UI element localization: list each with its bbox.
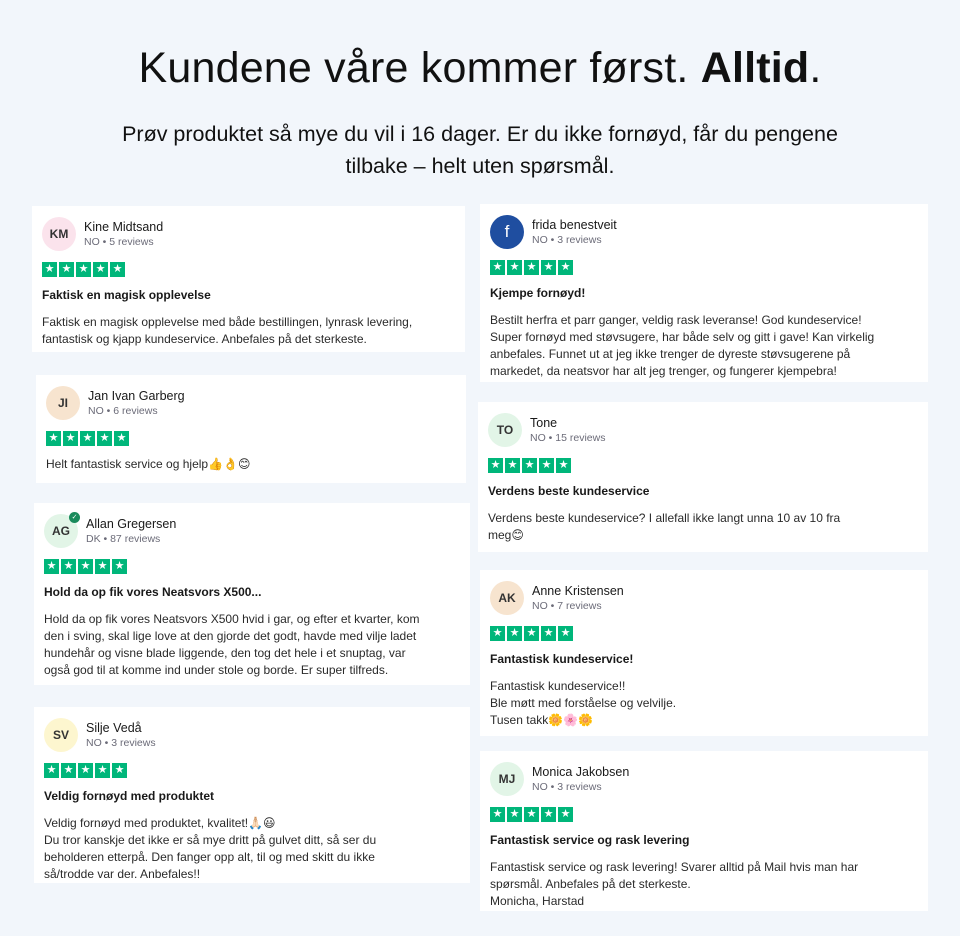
star-icon: ★ bbox=[112, 763, 127, 778]
star-rating bbox=[488, 458, 916, 473]
star-rating bbox=[44, 559, 458, 574]
avatar-initials: AG bbox=[52, 524, 70, 538]
reviewer-meta: NO • 15 reviews bbox=[530, 431, 606, 444]
review-card bbox=[36, 375, 466, 483]
reviewer-info bbox=[86, 720, 156, 751]
reviewer-name[interactable]: frida benestveit bbox=[532, 217, 617, 232]
star-rating bbox=[490, 260, 916, 275]
star-icon: ★ bbox=[95, 763, 110, 778]
avatar[interactable] bbox=[46, 386, 80, 420]
reviewer-name[interactable]: Anne Kristensen bbox=[532, 583, 624, 598]
review-title: Fantastisk kundeservice! bbox=[490, 652, 634, 666]
page-headline bbox=[0, 44, 960, 93]
star-rating bbox=[42, 262, 453, 277]
star-icon: ★ bbox=[59, 262, 74, 277]
star-icon: ★ bbox=[42, 262, 57, 277]
star-icon: ★ bbox=[556, 458, 571, 473]
review-header bbox=[488, 412, 916, 448]
star-rating bbox=[490, 626, 916, 641]
star-icon: ★ bbox=[44, 763, 59, 778]
star-icon: ★ bbox=[490, 260, 505, 275]
star-icon: ★ bbox=[507, 626, 522, 641]
review-body: Verdens beste kundeservice? I allefall ikke langt unna 10 av 10 fra meg😊 bbox=[488, 511, 841, 542]
verified-check-icon: ✓ bbox=[69, 512, 80, 523]
star-icon: ★ bbox=[524, 807, 539, 822]
review-card bbox=[34, 707, 470, 883]
avatar[interactable] bbox=[490, 581, 524, 615]
review-card bbox=[480, 570, 928, 736]
reviewer-meta: NO • 3 reviews bbox=[532, 233, 602, 246]
avatar-initials: TO bbox=[496, 423, 514, 437]
avatar[interactable] bbox=[490, 762, 524, 796]
star-icon: ★ bbox=[558, 807, 573, 822]
review-header bbox=[44, 717, 458, 753]
review-title: Verdens beste kundeservice bbox=[488, 484, 650, 498]
reviewer-info bbox=[84, 219, 163, 250]
review-header bbox=[490, 580, 916, 616]
review-title: Faktisk en magisk opplevelse bbox=[42, 288, 211, 302]
star-icon: ★ bbox=[490, 626, 505, 641]
reviewer-info bbox=[532, 583, 624, 614]
star-icon: ★ bbox=[558, 626, 573, 641]
star-icon: ★ bbox=[76, 262, 91, 277]
reviewer-name[interactable]: Kine Midtsand bbox=[84, 219, 164, 234]
star-icon: ★ bbox=[541, 626, 556, 641]
star-icon: ★ bbox=[507, 807, 522, 822]
review-card bbox=[34, 503, 470, 685]
review-body: Veldig fornøyd med produktet, kvalitet!🙏🏻😃 Du tror kanskje det ikke er så mye dritt på gulvet ditt, så ser du beholderen etterpå. Den fanger opp alt, til og med skitt du ikke så/trodde var der. Anbefales!! bbox=[44, 816, 377, 881]
avatar[interactable] bbox=[42, 217, 76, 251]
reviewer-meta: NO • 3 reviews bbox=[86, 736, 156, 749]
avatar[interactable] bbox=[490, 215, 524, 249]
reviewer-meta: DK • 87 reviews bbox=[86, 532, 161, 545]
review-body: Fantastisk kundeservice!! Ble møtt med forståelse og velvilje. Tusen takk🌼🌸🌼 bbox=[490, 679, 677, 727]
reviewer-name[interactable]: Silje Vedå bbox=[86, 720, 142, 735]
avatar[interactable] bbox=[44, 514, 78, 548]
reviewer-info bbox=[86, 516, 176, 547]
star-icon: ★ bbox=[114, 431, 129, 446]
star-icon: ★ bbox=[110, 262, 125, 277]
review-title: Kjempe fornøyd! bbox=[490, 286, 586, 300]
review-header bbox=[46, 385, 454, 421]
star-icon: ★ bbox=[522, 458, 537, 473]
avatar[interactable] bbox=[488, 413, 522, 447]
review-card bbox=[478, 402, 928, 552]
star-icon: ★ bbox=[78, 559, 93, 574]
review-header bbox=[44, 513, 458, 549]
star-icon: ★ bbox=[61, 763, 76, 778]
star-icon: ★ bbox=[46, 431, 61, 446]
avatar-initials: AK bbox=[498, 591, 516, 605]
star-icon: ★ bbox=[93, 262, 108, 277]
review-title: Fantastisk service og rask levering bbox=[490, 833, 690, 847]
star-icon: ★ bbox=[95, 559, 110, 574]
review-header bbox=[490, 761, 916, 797]
avatar-initials: MJ bbox=[498, 772, 516, 786]
review-card bbox=[480, 751, 928, 911]
star-icon: ★ bbox=[97, 431, 112, 446]
reviewer-meta: NO • 3 reviews bbox=[532, 780, 602, 793]
star-icon: ★ bbox=[539, 458, 554, 473]
reviewer-info bbox=[88, 388, 185, 419]
review-header bbox=[42, 216, 453, 252]
star-icon: ★ bbox=[488, 458, 503, 473]
star-rating bbox=[44, 763, 458, 778]
star-icon: ★ bbox=[490, 807, 505, 822]
headline-period: . bbox=[809, 44, 822, 92]
review-card bbox=[480, 204, 928, 382]
review-title: Veldig fornøyd med produktet bbox=[44, 789, 215, 803]
star-rating bbox=[490, 807, 916, 822]
avatar-initials: KM bbox=[49, 227, 69, 241]
star-icon: ★ bbox=[541, 260, 556, 275]
page-subtitle: Prøv produktet så mye du vil i 16 dager. Er du ikke fornøyd, får du pengene tilbake – helt uten spørsmål. bbox=[122, 122, 838, 178]
star-icon: ★ bbox=[558, 260, 573, 275]
star-icon: ★ bbox=[507, 260, 522, 275]
reviewer-meta: NO • 7 reviews bbox=[532, 599, 602, 612]
review-header bbox=[490, 214, 916, 250]
avatar-initials: JI bbox=[57, 396, 68, 410]
review-body: Helt fantastisk service og hjelp👍👌😊 bbox=[46, 457, 251, 471]
avatar[interactable] bbox=[44, 718, 78, 752]
star-icon: ★ bbox=[112, 559, 127, 574]
reviewer-name[interactable]: Jan Ivan Garberg bbox=[88, 388, 185, 403]
headline-text: Kundene våre kommer først. bbox=[138, 44, 701, 92]
reviewer-info bbox=[532, 764, 629, 795]
reviewer-name[interactable]: Monica Jakobsen bbox=[532, 764, 630, 779]
review-card bbox=[32, 206, 465, 352]
reviewer-meta: NO • 5 reviews bbox=[84, 235, 154, 248]
star-icon: ★ bbox=[505, 458, 520, 473]
reviewer-info bbox=[532, 217, 617, 248]
star-icon: ★ bbox=[524, 626, 539, 641]
review-body: Bestilt herfra et parr ganger, veldig rask leveranse! God kundeservice! Super fornøyd med støvsugere, har både selv og gitt i gave! Kan virkelig anbefales. Funnet ut at jeg ikke trenger de dyreste støvsugerene på markedet, da neatsvor har alt jeg trenger, og fungerer kjempebra! bbox=[490, 313, 875, 378]
review-body: Faktisk en magisk opplevelse med både bestillingen, lynrask levering, fantastisk og kjapp kundeservice. Anbefales på det sterkeste. bbox=[42, 315, 413, 346]
star-icon: ★ bbox=[63, 431, 78, 446]
reviewer-name[interactable]: Tone bbox=[530, 415, 558, 430]
reviewer-info bbox=[530, 415, 605, 446]
star-icon: ★ bbox=[80, 431, 95, 446]
star-rating bbox=[46, 431, 454, 446]
star-icon: ★ bbox=[61, 559, 76, 574]
reviewer-meta: NO • 6 reviews bbox=[88, 404, 158, 417]
reviewer-name[interactable]: Allan Gregersen bbox=[86, 516, 177, 531]
headline-emphasis: Alltid bbox=[700, 44, 810, 92]
star-icon: ★ bbox=[524, 260, 539, 275]
star-icon: ★ bbox=[44, 559, 59, 574]
star-icon: ★ bbox=[541, 807, 556, 822]
star-icon: ★ bbox=[78, 763, 93, 778]
avatar-initials: SV bbox=[52, 728, 69, 742]
review-body: Hold da op fik vores Neatsvors X500 hvid i gar, og efter et kvarter, kom den i sving, skal lige love at den gjorde det godt, havde med vilje ladet hundehår og visne blade liggende, den tog det hele i et snuptag, var også god til at komme ind under stole og borde. Er super tilfreds. bbox=[44, 612, 420, 677]
review-body: Fantastisk service og rask levering! Svarer alltid på Mail hvis man har spørsmål. Anbefales på det sterkeste. Monicha, Harstad bbox=[490, 860, 859, 908]
avatar-initials: f bbox=[504, 222, 510, 241]
review-title: Hold da op fik vores Neatsvors X500... bbox=[44, 585, 262, 599]
